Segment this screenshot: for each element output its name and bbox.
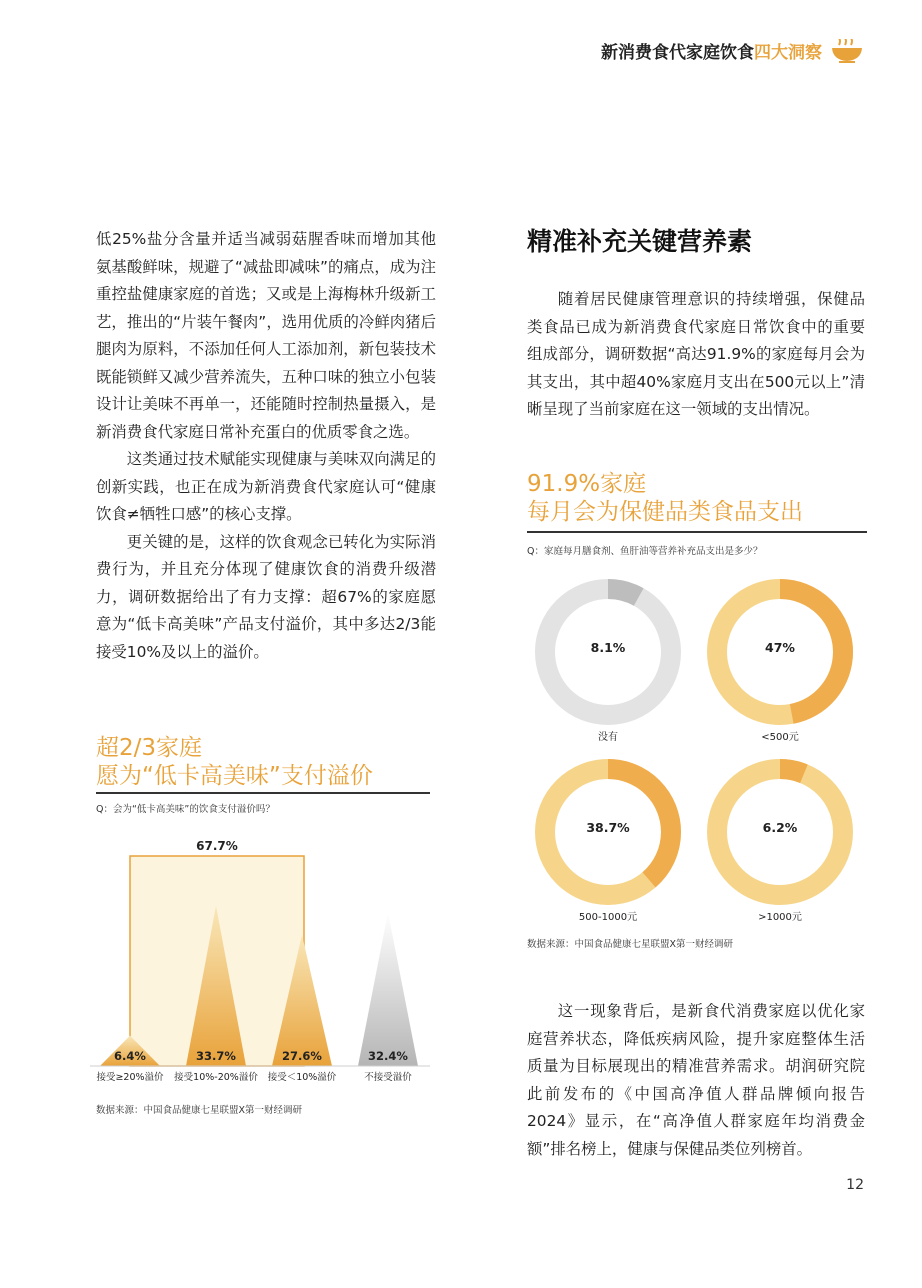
bar-category-label: 接受10%-20%溢价: [174, 1072, 258, 1083]
bar-value-label: 6.4%: [114, 1049, 146, 1063]
chart1-source: 数据来源：中国食品健康七星联盟X第一财经调研: [96, 1105, 303, 1116]
bar-value-label: 27.6%: [282, 1049, 322, 1063]
chart1-title-line2: 愿为“低卡高美味”支付溢价: [96, 763, 373, 789]
left-paragraph-2: 这类通过技术赋能实现健康与美味双向满足的创新实践，也正在成为新消费食代家庭认可“健康饮食≠牺牲口感”的核心支撑。: [96, 450, 436, 523]
donut-cell: [528, 748, 688, 923]
chart2-title-line2: 每月会为保健品类食品支出: [527, 499, 803, 525]
chart2-title-line1: 91.9%家庭: [527, 471, 647, 497]
right-outro-paragraph: 这一现象背后，是新食代消费家庭以优化家庭营养状态，降低疾病风险，提升家庭整体生活质量为目标展现出的精准营养需求。胡润研究院此前发布的《中国高净值人群品牌倾向报告2024》显示，在“高净值人群家庭年均消费金额”排名榜上，健康与保健品类位列榜首。: [527, 1002, 865, 1158]
spending-donut-grid: [522, 568, 868, 928]
chart1-question: Q：会为“低卡高美味”的饮食支付溢价吗？: [96, 804, 275, 815]
header-title-highlight: 四大洞察: [754, 43, 822, 63]
header-title: [601, 38, 822, 63]
bar-value-label: 32.4%: [368, 1049, 408, 1063]
donut-category-label: 500-1000元: [578, 912, 638, 923]
bar-category-label: 不接受溢价: [364, 1072, 412, 1083]
bar-category-label: 接受＜10%溢价: [267, 1072, 337, 1083]
donut-category-label: 没有: [598, 732, 618, 743]
left-paragraph-3: 更关键的是，这样的饮食观念已转化为实际消费行为，并且充分体现了健康饮食的消费升级潜力，调研数据给出了有力支撑：超67%的家庭愿意为“低卡高美味”产品支付溢价，其中多达2/3能接受10%及以上的溢价。: [96, 532, 436, 661]
donut-category-label: >1000元: [758, 912, 802, 923]
left-column-text: [96, 226, 436, 666]
page-header: [601, 38, 864, 63]
bar-category-label: 接受≥20%溢价: [96, 1072, 164, 1083]
chart2-title: [527, 470, 803, 526]
chart1-title-line1: 超2/3家庭: [96, 735, 203, 761]
donut-cell: [700, 748, 860, 923]
right-intro-paragraph: 随着居民健康管理意识的持续增强，保健品类食品已成为新消费食代家庭日常饮食中的重要组成部分，调研数据“高达91.9%的家庭每月会为其支出，其中超40%家庭月支出在500元以上”清晰呈现了当前家庭在这一领域的支出情况。: [527, 290, 865, 418]
donut-value-label: 6.2%: [762, 820, 798, 835]
premium-triangle-chart: [90, 830, 435, 1085]
donut-cell: [528, 568, 688, 743]
group-total-label: 67.7%: [196, 839, 238, 853]
donut-cell: [700, 568, 860, 743]
donut-value-label: 8.1%: [590, 640, 626, 655]
header-title-main: 新消费食代家庭饮食: [601, 43, 754, 63]
chart1-title-rule: [96, 792, 430, 794]
page-number: 12: [846, 1177, 864, 1193]
bowl-icon: [830, 39, 864, 63]
left-paragraph-1: 低25%盐分含量并适当减弱菇腥香味而增加其他氨基酸鲜味，规避了“减盐即减味”的痛点，成为注重控盐健康家庭的首选；又或是上海梅林升级新工艺，推出的“片装午餐肉”，选用优质的冷鲜肉猪后腿肉为原料，不添加任何人工添加剂，新包装技术既能锁鲜又减少营养流失，五种口味的独立小包装设计让美味不再单一，还能随时控制热量摄入，是新消费食代家庭日常补充蛋白的优质零食之选。: [96, 230, 436, 441]
donut-category-label: <500元: [761, 732, 799, 743]
section-heading: 精准补充关键营养素: [527, 227, 753, 256]
triangle-bar: [358, 912, 418, 1066]
chart2-title-rule: [527, 531, 867, 533]
donut-value-label: 47%: [765, 640, 795, 655]
chart2-question: Q：家庭每月膳食剂、鱼肝油等营养补充品支出是多少？: [527, 546, 763, 557]
chart2-source: 数据来源：中国食品健康七星联盟X第一财经调研: [527, 939, 734, 950]
chart1-title: [96, 734, 373, 790]
bar-value-label: 33.7%: [196, 1049, 236, 1063]
donut-value-label: 38.7%: [586, 820, 630, 835]
